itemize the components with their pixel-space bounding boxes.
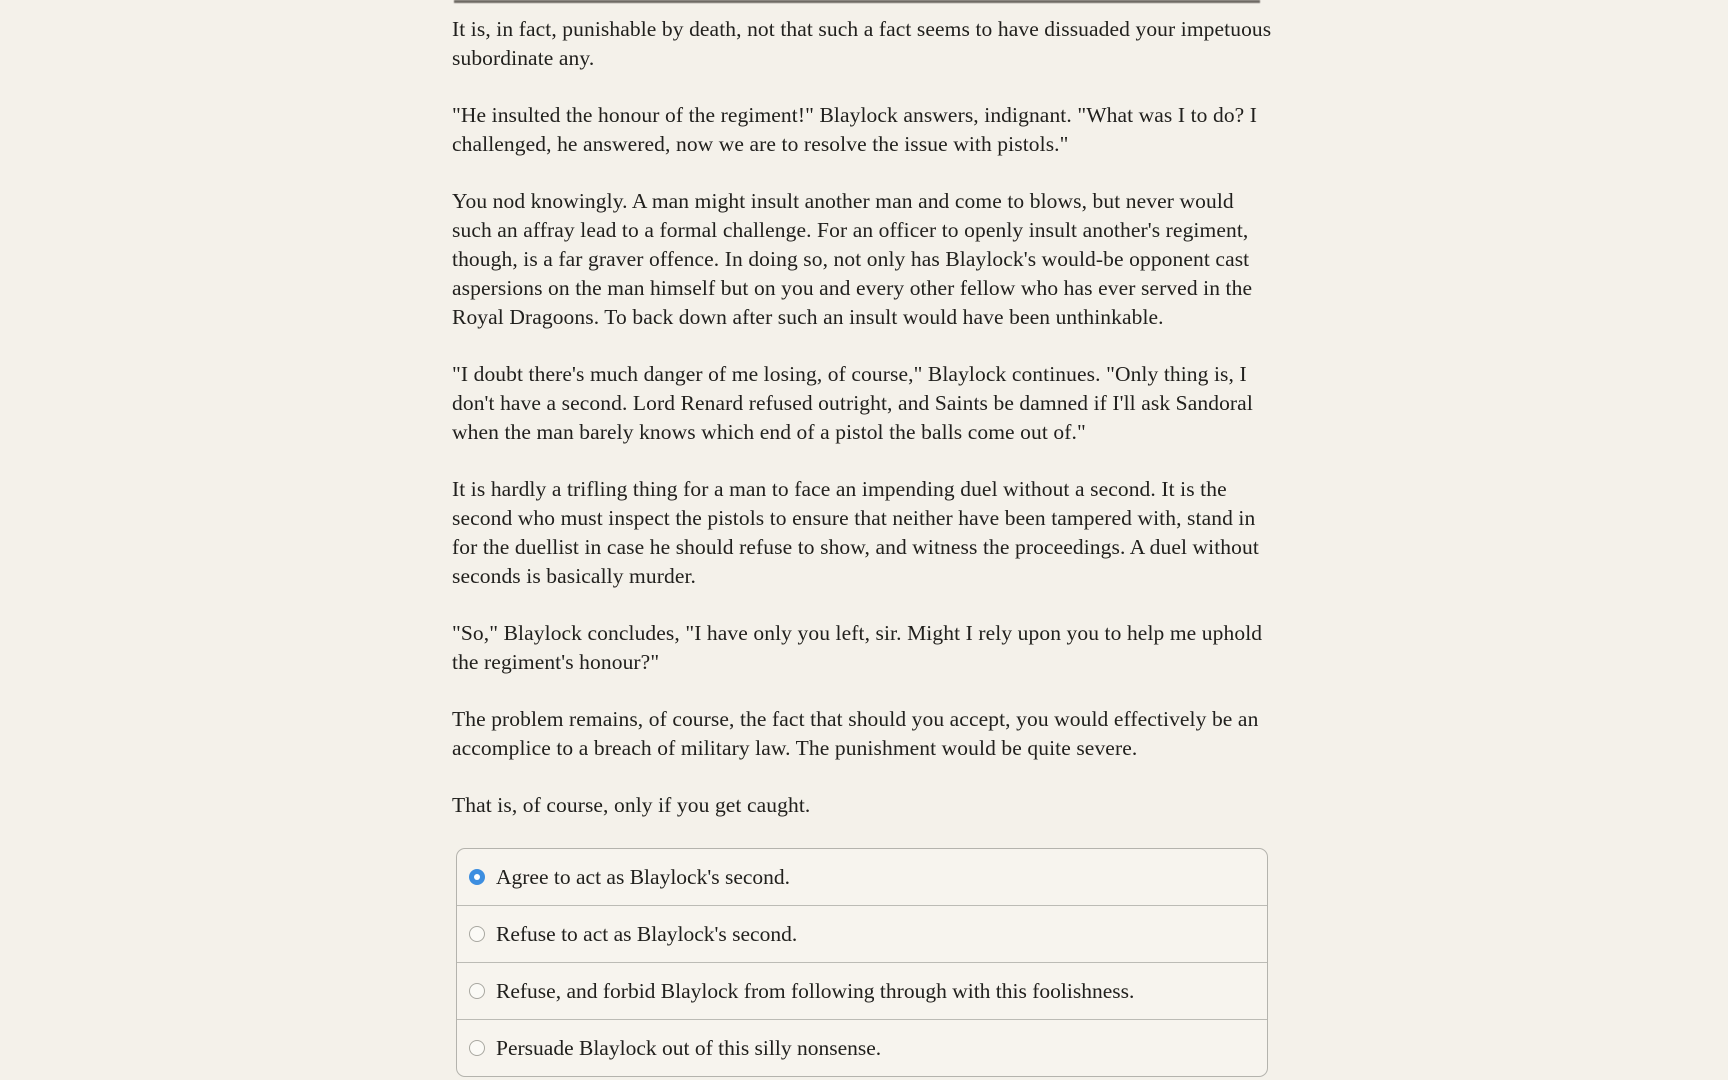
- choice-option[interactable]: [457, 849, 1267, 905]
- radio-button-icon[interactable]: [469, 983, 485, 999]
- story-paragraph: That is, of course, only if you get caught.: [452, 793, 811, 817]
- choice-option-label: Refuse, and forbid Blaylock from following through with this foolishness.: [496, 978, 1135, 1003]
- radio-button-icon[interactable]: [469, 1040, 485, 1056]
- story-paragraph: The problem remains, of course, the fact that should you accept, you would effectively be an accomplice to a breach of military law. The punishment would be quite severe.: [452, 707, 1259, 760]
- choice-list: [456, 848, 1268, 1077]
- choice-option[interactable]: [457, 1019, 1267, 1076]
- radio-selected-icon[interactable]: [469, 869, 485, 885]
- choice-option-label: Persuade Blaylock out of this silly nonsense.: [496, 1035, 882, 1060]
- story-paragraph: "I doubt there's much danger of me losing, of course," Blaylock continues. "Only thing is, I don't have a second. Lord Renard refused outright, and Saints be damned if I'll ask Sandoral when the man barely knows which end of a pistol the balls come out of.": [452, 362, 1253, 444]
- clipped-text-remnant: [454, 0, 1260, 3]
- choice-option-label: Refuse to act as Blaylock's second.: [496, 921, 798, 946]
- choice-option[interactable]: [457, 905, 1267, 962]
- choice-option-label: Agree to act as Blaylock's second.: [496, 864, 791, 889]
- story-paragraph: It is hardly a trifling thing for a man to face an impending duel without a second. It is the second who must inspect the pistols to ensure that neither have been tampered with, stand in for the duellist in case he should refuse to show, and witness the proceedings. A duel without seconds is basically murder.: [452, 477, 1259, 588]
- content-column: [452, 0, 1276, 1077]
- choice-option[interactable]: [457, 962, 1267, 1019]
- story-text: [452, 15, 1276, 820]
- radio-button-icon[interactable]: [469, 926, 485, 942]
- story-paragraph: You nod knowingly. A man might insult another man and come to blows, but never would such an affray lead to a formal challenge. For an officer to openly insult another's regiment, though, is a far graver offence. In doing so, not only has Blaylock's would-be opponent cast aspersions on the man himself but on you and every other fellow who has ever served in the Royal Dragoons. To back down after such an insult would have been unthinkable.: [452, 189, 1253, 329]
- story-paragraph: "He insulted the honour of the regiment!" Blaylock answers, indignant. "What was I to do? I challenged, he answered, now we are to resolve the issue with pistols.": [452, 103, 1258, 156]
- story-paragraph: "So," Blaylock concludes, "I have only you left, sir. Might I rely upon you to help me uphold the regiment's honour?": [452, 621, 1263, 674]
- story-paragraph: It is, in fact, punishable by death, not that such a fact seems to have dissuaded your impetuous subordinate any.: [452, 17, 1272, 70]
